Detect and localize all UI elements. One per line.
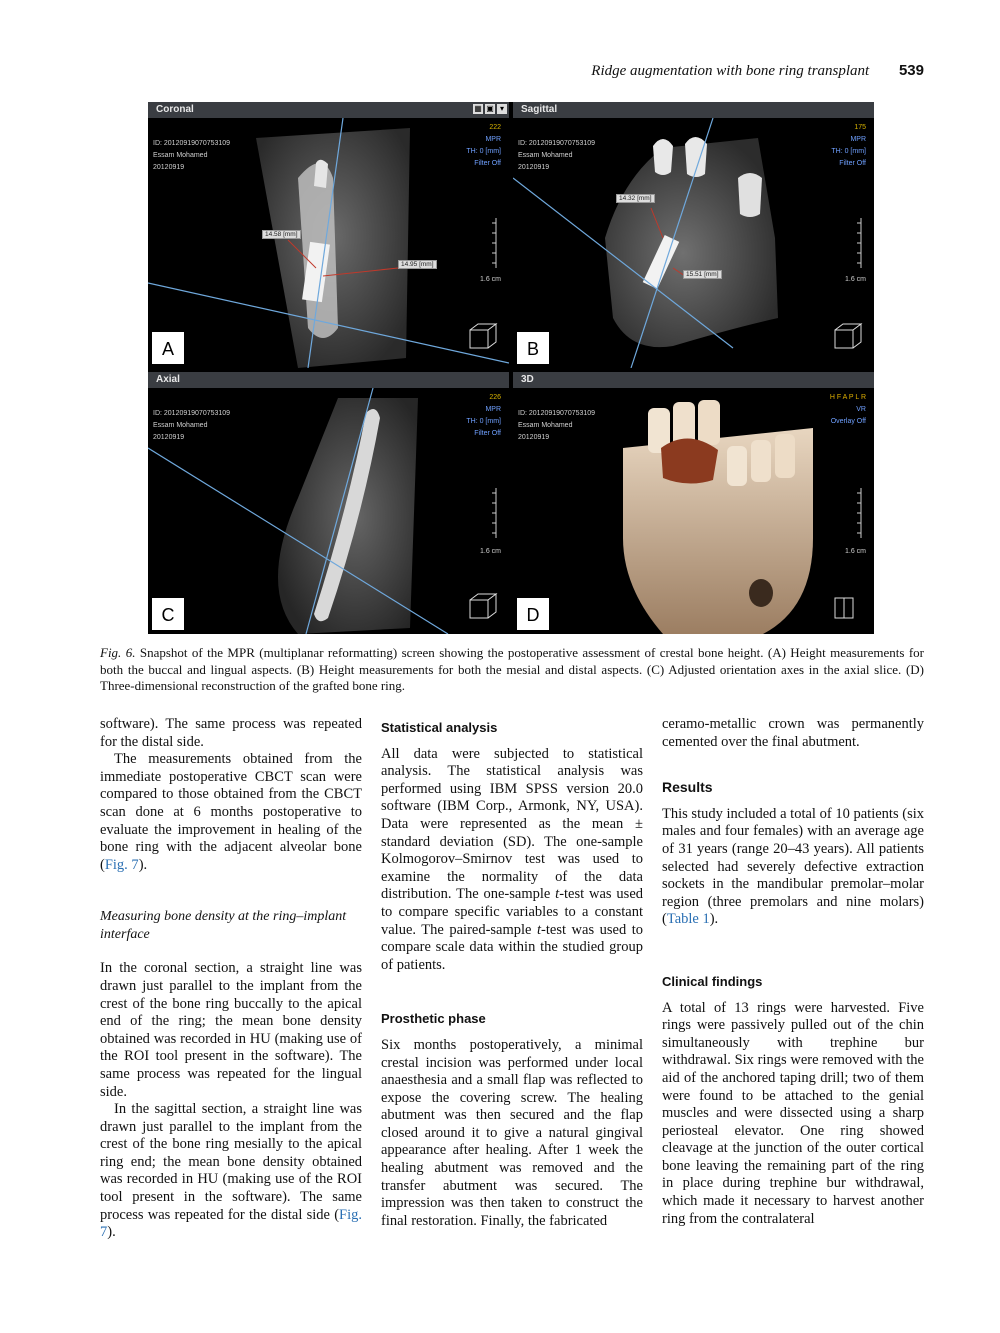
paragraph: Six months postoperatively, a minimal crestal incision was performed under local anaesthesia and a small flap was reflected to expose the covering screw. The healing abutment was then secured and the flap closed around it to give a natural gingival appearance after healing. After 1 week the healing abutment was removed and the transfer abutment was secured. The impression was then taken to construct the final restoration. Finally, the fabricated	[381, 1036, 643, 1229]
running-head	[591, 62, 924, 80]
view-stats	[466, 122, 501, 170]
panel-letter: A	[152, 332, 184, 364]
column-3	[662, 716, 924, 1228]
view-mode: MPR	[485, 136, 501, 143]
section-heading: Clinical findings	[662, 973, 763, 989]
thickness: TH: 0 [mm]	[466, 418, 501, 425]
text: All data were subjected to statistical analysis. The statistical analysis was performed using IBM SPSS version 20.0 software (IBM Corp., Armonk, NY, USA). Data were represented as the mean ± standard deviation (SD). The one-sample Kolmogorov–Smirnov test was used to examine the normality of the data distribution. The one-sample	[381, 745, 643, 903]
filter-status: Filter Off	[839, 160, 866, 167]
panel-title: Axial	[148, 372, 509, 388]
measurement-label: 14.95 [mm]	[398, 260, 437, 269]
text: ).	[107, 1224, 116, 1241]
paragraph: A total of 13 rings were harvested. Five rings were passively pulled out of the chin simultaneously with trephine bur withdrawal. Six rings were removed with the aid of the anchored taping drill; two of them were found to be attached to the genial muscles and were dissected using a sharp periosteal elevator. One ring showed cleavage at the junction of the outer cortical bone leaving the remaining part of the ring in place during trephine bur withdrawal, which made it necessary to harvest another ring from the contralateral	[662, 999, 924, 1227]
slice-number: 226	[489, 394, 501, 401]
thickness: TH: 0 [mm]	[831, 148, 866, 155]
view-stats	[466, 392, 501, 440]
paragraph	[100, 1101, 362, 1242]
panel-sagittal	[513, 102, 874, 368]
overlay-status: Overlay Off	[830, 418, 866, 425]
scale-label: 1.6 cm	[479, 548, 501, 555]
view-stats	[830, 392, 866, 428]
section-heading: Statistical analysis	[381, 720, 498, 735]
section-heading: Measuring bone density at the ring–implant interface	[100, 909, 347, 943]
patient-info	[153, 408, 230, 444]
patient-id: ID: 20120919070753109	[518, 140, 596, 147]
scan-date: 20120919	[153, 434, 185, 441]
patient-id: ID: 20120919070753109	[153, 410, 231, 417]
patient-name: Essam Mohamed	[153, 152, 208, 159]
text: -test was used to compare specific variables to a constant value. The paired-sample	[381, 886, 644, 938]
orientation-letters: H F A P L R	[829, 394, 866, 401]
figure-caption	[100, 645, 924, 695]
scale-label: 1.6 cm	[844, 548, 866, 555]
measurement-label: 14.58 [mm]	[262, 230, 301, 239]
figure-mpr-screenshot	[148, 102, 874, 634]
table-link[interactable]: Table 1	[666, 911, 710, 928]
italic-text: t	[555, 886, 560, 903]
patient-info	[518, 138, 595, 174]
column-2	[381, 716, 643, 1230]
text: ).	[709, 911, 719, 928]
panel-coronal	[148, 102, 509, 368]
measurement-label: 14.32 [mm]	[616, 194, 655, 203]
section-heading: Results	[662, 779, 713, 796]
paragraph	[381, 746, 643, 975]
paragraph	[662, 806, 924, 929]
view-mode: MPR	[850, 136, 866, 143]
patient-name: Essam Mohamed	[518, 422, 573, 429]
scale-label: 1.6 cm	[844, 276, 866, 283]
text: This study included a total of 10 patients (six males and four females) with an average age of 31 years (range 20–43 years). All patients selected had severely defective extraction sockets in the mandibular premolar–molar region (three premolars and nine molars) (	[662, 805, 924, 928]
scan-date: 20120919	[518, 434, 550, 441]
patient-info	[153, 138, 230, 174]
view-mode: VR	[856, 406, 866, 413]
paragraph: software). The same process was repeated for the distal side.	[100, 716, 362, 750]
paragraph: ceramo-metallic crown was permanently cemented over the final abutment.	[662, 716, 924, 750]
caption-text: Snapshot of the MPR (multiplanar reformatting) screen showing the postoperative assessment of crestal bone height. (A) Height measurements for both the buccal and lingual aspects. (B) Height measurements for both the mesial and distal aspects. (C) Adjusted orientation axes in the axial slice. (D) Three-dimensional reconstruction of the grafted bone ring.	[100, 645, 924, 693]
filter-status: Filter Off	[474, 160, 501, 167]
panel-title: 3D	[513, 372, 874, 388]
panel-3d	[513, 372, 874, 634]
column-1	[100, 716, 362, 1242]
scan-date: 20120919	[153, 164, 185, 171]
view-stats	[831, 122, 866, 170]
thickness: TH: 0 [mm]	[466, 148, 501, 155]
layout-icon: ▣	[486, 104, 494, 113]
measurement-label: 15.51 [mm]	[683, 270, 722, 279]
slice-number: 222	[489, 124, 501, 131]
patient-info	[518, 408, 595, 444]
panel-title: Sagittal	[513, 102, 874, 118]
italic-text: t	[537, 921, 542, 938]
patient-id: ID: 20120919070753109	[153, 140, 231, 147]
panel-letter: D	[517, 598, 549, 630]
panel-buttons	[473, 104, 507, 114]
grid-icon: ▦	[474, 104, 482, 113]
panel-letter: C	[152, 598, 184, 630]
panel-axial	[148, 372, 509, 634]
paragraph	[100, 751, 362, 874]
figure-link[interactable]: Fig. 7	[100, 1206, 362, 1241]
section-heading: Prosthetic phase	[381, 1011, 486, 1027]
text: -test was used to compare scale data within the studied group of patients.	[381, 921, 643, 973]
panel-title: Coronal	[148, 102, 509, 118]
running-title: Ridge augmentation with bone ring transplant	[591, 63, 870, 79]
view-mode: MPR	[485, 406, 501, 413]
patient-id: ID: 20120919070753109	[518, 410, 596, 417]
slice-number: 175	[854, 124, 866, 131]
caption-label: Fig. 6.	[100, 645, 136, 660]
scale-label: 1.6 cm	[479, 276, 501, 283]
text: The measurements obtained from the immediate postoperative CBCT scan were compared to those obtained from the CBCT scan done at 6 months postoperative to evaluate the improvement in healing of the bone ring with the adjacent alveolar bone (	[100, 751, 362, 873]
text: ).	[138, 856, 148, 873]
scan-date: 20120919	[518, 164, 550, 171]
figure-link[interactable]: Fig. 7	[104, 856, 139, 873]
page-number: 539	[898, 62, 924, 79]
paragraph: In the coronal section, a straight line was drawn just parallel to the implant from the crest of the bone ring buccally to the apical end of the ring; the mean bone density obtained was recorded in HU (making use of the ROI tool present in the software). The same process was repeated for the lingual side.	[100, 960, 362, 1100]
panel-letter: B	[517, 332, 549, 364]
patient-name: Essam Mohamed	[518, 152, 573, 159]
patient-name: Essam Mohamed	[153, 422, 208, 429]
filter-status: Filter Off	[474, 430, 501, 437]
text: In the sagittal section, a straight line was drawn just parallel to the implant from the crest of the bone ring mesially to the apical ring end; the mean bone density obtained was recorded in HU (making use of the ROI tool present in the software). The same process was repeated for the distal side (	[100, 1101, 362, 1223]
dropdown-icon: ▾	[497, 104, 507, 114]
